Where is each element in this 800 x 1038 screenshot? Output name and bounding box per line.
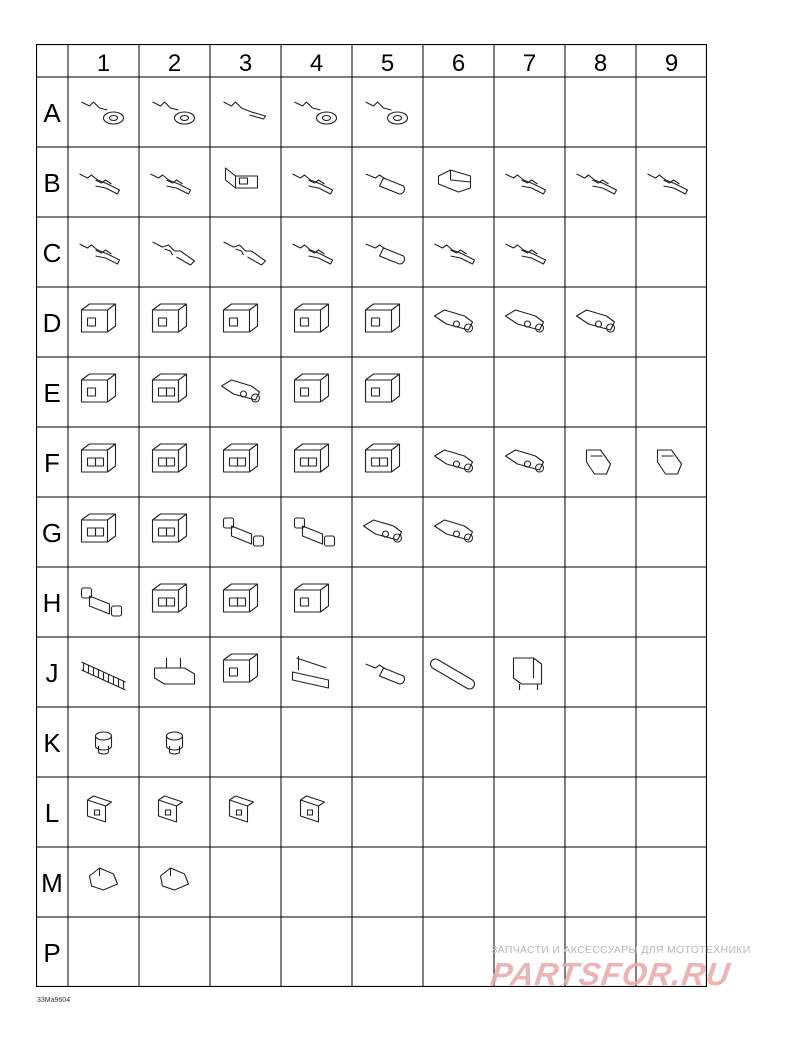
- housing-1pin-icon: [153, 304, 187, 332]
- housing-3pin-icon: [82, 444, 116, 472]
- locking-connector-icon: [364, 520, 402, 542]
- fuse-holder-icon: [155, 658, 195, 684]
- female-terminal-icon: [80, 174, 120, 194]
- housing-3pin-icon: [295, 444, 329, 472]
- connector-with-seal-icon: [82, 588, 122, 616]
- pin-terminal-icon: [648, 174, 688, 194]
- row-header: L: [44, 798, 60, 828]
- bullet-connector-icon: [366, 664, 405, 684]
- row-header: J: [45, 658, 59, 688]
- watermark-logo: PARTSFOR.RU: [488, 956, 733, 992]
- figure-code: 33Ma9604: [37, 997, 71, 1004]
- pin-terminal-icon: [435, 244, 475, 264]
- box-terminal-icon: [226, 168, 258, 188]
- sealed-multi-connector-icon: [435, 520, 473, 542]
- male-tab-terminal-icon: [153, 242, 195, 265]
- grid-lines: [36, 44, 707, 987]
- corrugated-sleeve-icon: [82, 662, 126, 690]
- seal-terminal-icon: [577, 310, 615, 332]
- housing-3pin-icon: [153, 444, 187, 472]
- fuse-box-icon: [224, 654, 258, 682]
- ring-terminal-icon: [82, 102, 124, 124]
- row-header: H: [42, 588, 62, 618]
- female-terminal-icon: [577, 174, 617, 194]
- housing-2pin-icon: [82, 374, 116, 402]
- relay-icon: [514, 658, 542, 690]
- housing-4pin-icon: [82, 514, 116, 542]
- grid-border: [37, 45, 707, 987]
- rubber-cap-icon: [658, 450, 682, 474]
- grommet-icon: [167, 732, 183, 754]
- row-header: C: [42, 238, 62, 268]
- column-header: 7: [522, 50, 537, 77]
- housing-6pin-icon: [153, 584, 187, 612]
- male-terminal-icon: [293, 244, 333, 264]
- ring-terminal-icon: [295, 102, 337, 124]
- housing-1pin-icon: [224, 304, 258, 332]
- housing-1pin-icon: [82, 304, 116, 332]
- locking-connector-icon: [222, 380, 260, 402]
- column-header: 5: [380, 50, 395, 77]
- row-header: D: [42, 308, 62, 338]
- male-terminal-icon: [80, 244, 120, 264]
- housing-1pin-icon: [366, 304, 400, 332]
- row-header: P: [43, 938, 61, 968]
- housing-3pin-icon: [366, 444, 400, 472]
- connector-with-seal-icon: [295, 518, 335, 546]
- housing-4pin-icon: [153, 514, 187, 542]
- wire-holder-icon: [293, 656, 329, 688]
- column-header: 2: [167, 50, 182, 77]
- cover-icon: [161, 868, 189, 890]
- housing-small-icon: [366, 374, 400, 402]
- row-header: F: [44, 448, 60, 478]
- column-header: 1: [96, 50, 111, 77]
- female-terminal-icon: [293, 174, 333, 194]
- column-header: 6: [451, 50, 466, 77]
- housing-small-icon: [295, 584, 329, 612]
- pin-terminal-icon: [506, 174, 546, 194]
- clip-icon: [230, 796, 254, 822]
- grommet-icon: [96, 732, 112, 754]
- row-header: A: [43, 98, 61, 128]
- housing-2pin-stacked-icon: [153, 374, 187, 402]
- bracket-icon: [88, 796, 112, 822]
- pin-terminal-icon: [506, 244, 546, 264]
- sealed-multi-connector-icon: [435, 450, 473, 472]
- clip-icon: [159, 796, 183, 822]
- connector-grid: [36, 44, 707, 987]
- row-header: E: [43, 378, 61, 408]
- housing-small-icon: [295, 374, 329, 402]
- rubber-boot-icon: [587, 450, 611, 474]
- ring-terminal-icon: [153, 102, 195, 124]
- housing-1pin-icon: [295, 304, 329, 332]
- bullet-terminal-icon: [366, 174, 405, 194]
- sealed-multi-connector-icon: [506, 450, 544, 472]
- male-tab-terminal-icon: [224, 242, 266, 265]
- column-header: 8: [593, 50, 608, 77]
- column-header: 9: [664, 50, 679, 77]
- column-header: 4: [309, 50, 324, 77]
- bullet-terminal-icon: [366, 244, 405, 264]
- sealed-connector-icon: [506, 310, 544, 332]
- watermark-caption: ЗАПЧАСТИ И АКСЕССУАРЫ ДЛЯ МОТОТЕХНИКИ: [491, 944, 751, 956]
- spade-terminal-icon: [224, 102, 266, 119]
- housing-3pin-icon: [224, 444, 258, 472]
- column-header: 3: [238, 50, 253, 77]
- cover-icon: [90, 868, 118, 890]
- row-header: G: [41, 518, 63, 548]
- shrink-tube-icon: [431, 659, 475, 689]
- ring-terminal-icon: [366, 102, 408, 124]
- row-header: K: [43, 728, 61, 758]
- flag-terminal-icon: [439, 170, 471, 192]
- row-header: M: [41, 868, 63, 898]
- housing-6pin-icon: [224, 584, 258, 612]
- female-terminal-icon: [151, 174, 191, 194]
- bracket-icon: [301, 796, 325, 822]
- row-header: B: [43, 168, 61, 198]
- connector-with-seal-icon: [224, 518, 264, 546]
- sealed-connector-icon: [435, 310, 473, 332]
